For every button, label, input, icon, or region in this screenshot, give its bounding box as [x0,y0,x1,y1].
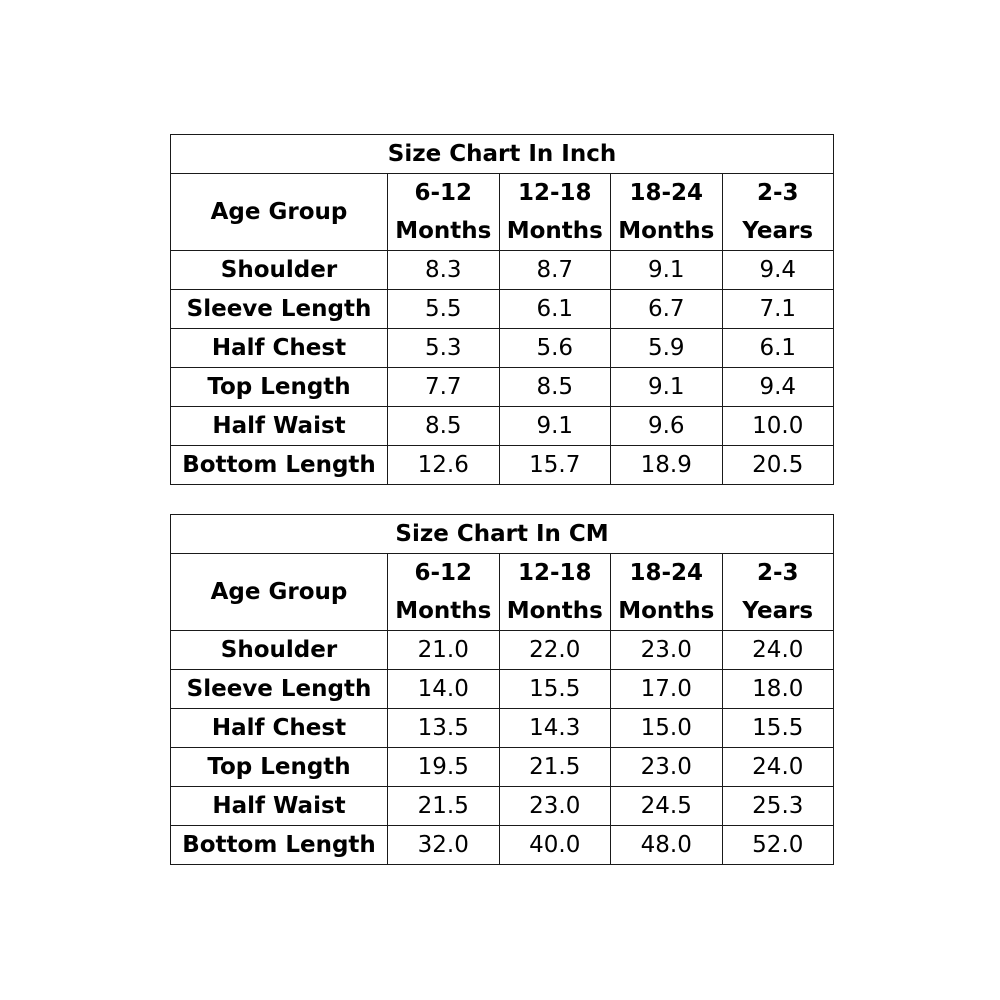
row-label: Sleeve Length [171,290,388,329]
table-cell: 19.5 [388,748,500,787]
column-header-line1: 18-24 [629,180,704,206]
table-cell: 6.1 [499,290,611,329]
table-cell: 15.7 [499,446,611,485]
table-cell: 32.0 [388,826,500,865]
table-cell: 9.1 [611,251,723,290]
row-label: Sleeve Length [171,670,388,709]
column-header [499,554,611,631]
table-cell: 15.0 [611,709,723,748]
row-label: Top Length [171,748,388,787]
column-header-line2: Years [742,218,814,244]
table-cell: 8.5 [388,407,500,446]
table-cell: 25.3 [722,787,834,826]
table-title: Size Chart In CM [171,515,834,554]
table-cell: 48.0 [611,826,723,865]
column-header [722,554,834,631]
table-cell: 12.6 [388,446,500,485]
table-row [171,290,834,329]
table-row [171,748,834,787]
table-row [171,631,834,670]
table-cell: 21.5 [388,787,500,826]
table-cell: 15.5 [499,670,611,709]
table-title-row [171,515,834,554]
table-cell: 9.1 [611,368,723,407]
table-cell: 20.5 [722,446,834,485]
table-cell: 13.5 [388,709,500,748]
table-header-row [171,554,834,631]
table-title-row [171,135,834,174]
table-cell: 18.9 [611,446,723,485]
column-header [611,554,723,631]
column-header-line1: 6-12 [414,180,473,206]
table-cell: 17.0 [611,670,723,709]
column-header-line2: Months [618,218,715,244]
table-row [171,826,834,865]
column-header-line1: 6-12 [414,560,473,586]
column-header-line1: 18-24 [629,560,704,586]
column-header-line2: Months [506,218,603,244]
table-cell: 14.0 [388,670,500,709]
table-cell: 5.6 [499,329,611,368]
column-header-line2: Months [395,218,492,244]
table-row [171,670,834,709]
size-chart-cm-table [170,514,834,865]
table-cell: 9.4 [722,368,834,407]
table-cell: 8.5 [499,368,611,407]
age-group-header: Age Group [171,554,388,631]
column-header [388,554,500,631]
row-label: Bottom Length [171,826,388,865]
table-cell: 21.0 [388,631,500,670]
table-row [171,446,834,485]
table-cell: 21.5 [499,748,611,787]
column-header [722,174,834,251]
table-cell: 9.4 [722,251,834,290]
column-header-line2: Years [742,598,814,624]
table-cell: 6.1 [722,329,834,368]
column-header-line2: Months [618,598,715,624]
table-header-row [171,174,834,251]
table-cell: 5.3 [388,329,500,368]
table-cell: 23.0 [611,631,723,670]
table-cell: 40.0 [499,826,611,865]
table-row [171,368,834,407]
table-cell: 24.0 [722,631,834,670]
table-cell: 5.5 [388,290,500,329]
row-label: Half Chest [171,329,388,368]
column-header-line2: Months [395,598,492,624]
table-cell: 23.0 [611,748,723,787]
table-cell: 15.5 [722,709,834,748]
table-cell: 18.0 [722,670,834,709]
table-cell: 23.0 [499,787,611,826]
row-label: Shoulder [171,631,388,670]
table-cell: 10.0 [722,407,834,446]
table-cell: 14.3 [499,709,611,748]
table-cell: 9.1 [499,407,611,446]
table-row [171,709,834,748]
column-header-line2: Months [506,598,603,624]
column-header-line1: 12-18 [517,560,592,586]
row-label: Half Chest [171,709,388,748]
table-row [171,787,834,826]
table-cell: 52.0 [722,826,834,865]
table-cell: 6.7 [611,290,723,329]
age-group-header: Age Group [171,174,388,251]
table-cell: 24.0 [722,748,834,787]
size-chart-inch-table [170,134,834,485]
table-row [171,251,834,290]
column-header-line1: 12-18 [517,180,592,206]
table-cell: 9.6 [611,407,723,446]
table-cell: 5.9 [611,329,723,368]
row-label: Half Waist [171,407,388,446]
row-label: Top Length [171,368,388,407]
table-cell: 8.3 [388,251,500,290]
row-label: Shoulder [171,251,388,290]
table-row [171,329,834,368]
table-cell: 22.0 [499,631,611,670]
row-label: Bottom Length [171,446,388,485]
column-header-line1: 2-3 [756,180,799,206]
table-cell: 7.1 [722,290,834,329]
table-cell: 24.5 [611,787,723,826]
table-title: Size Chart In Inch [171,135,834,174]
table-cell: 8.7 [499,251,611,290]
column-header-line1: 2-3 [757,560,799,586]
row-label: Half Waist [171,787,388,826]
column-header [499,174,611,251]
column-header [388,174,500,251]
column-header [611,174,723,251]
table-cell: 7.7 [388,368,500,407]
table-row [171,407,834,446]
